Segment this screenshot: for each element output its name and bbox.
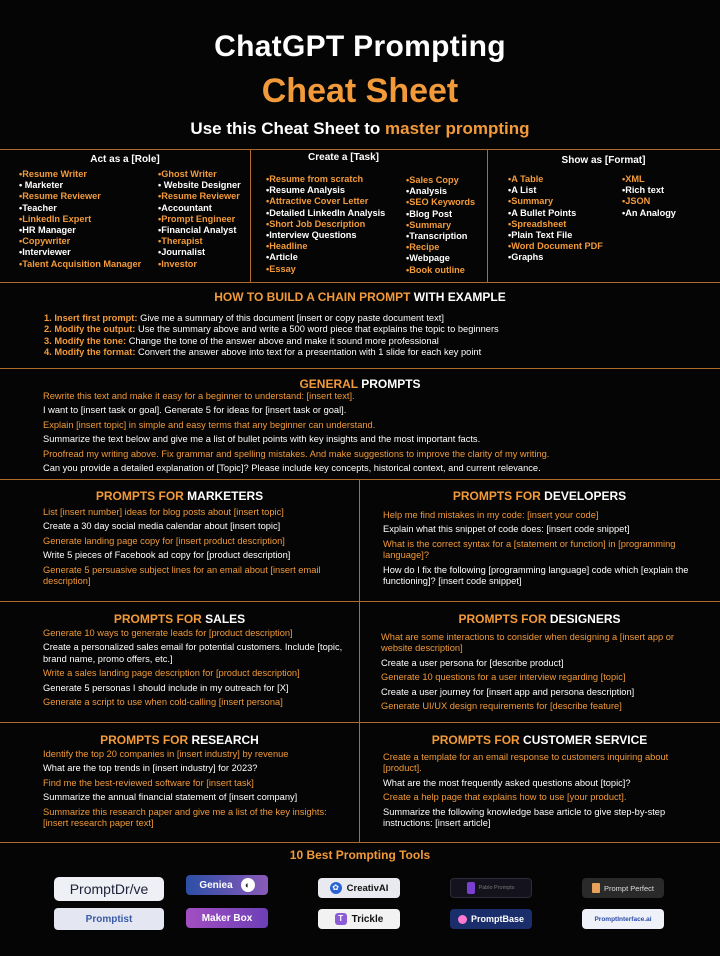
format-title: Show as [Format] bbox=[561, 155, 646, 166]
list-item: •Rich text bbox=[622, 185, 665, 196]
list-item: •Investor bbox=[158, 258, 197, 269]
research-prompts bbox=[43, 749, 343, 832]
developers-title-white: DEVELOPERS bbox=[540, 489, 627, 503]
divider bbox=[0, 601, 720, 602]
list-item: •Analysis bbox=[406, 186, 448, 197]
general-title-white: PROMPTS bbox=[357, 377, 421, 391]
list-item: •A Bullet Points bbox=[508, 207, 577, 218]
list-item: •Resume Analysis bbox=[266, 185, 345, 196]
chain-title-orange: HOW TO BUILD A CHAIN PROMPT bbox=[214, 290, 411, 304]
prompt-line: Generate UI/UX design requirements for [describe feature] bbox=[381, 701, 622, 712]
list-item: •Summary bbox=[508, 196, 554, 207]
prompt-line: Summarize the following knowledge base article to give step-by-step instructions: [insert article] bbox=[383, 806, 666, 829]
developers-title bbox=[359, 489, 720, 503]
geniea-logo-icon: ◐ bbox=[241, 878, 255, 892]
chain-step bbox=[44, 324, 499, 335]
customer-service-title-white: CUSTOMER SERVICE bbox=[519, 733, 648, 747]
list-item: •Journalist bbox=[158, 247, 206, 258]
tool-label: Pablo Prompts bbox=[478, 885, 515, 891]
tool-trickle[interactable] bbox=[318, 909, 400, 929]
prompt-line: What is the correct syntax for a [statement or function] in [programming language]? bbox=[383, 538, 676, 561]
sales-prompts bbox=[43, 628, 343, 711]
prompt-line: Find me the best-reviewed software for [insert task] bbox=[43, 777, 254, 788]
research-title-orange: PROMPTS FOR bbox=[100, 733, 189, 747]
sales-title-white: SALES bbox=[201, 612, 246, 626]
tool-label: PromptDr/ve bbox=[69, 881, 149, 897]
divider bbox=[0, 282, 720, 283]
list-item: •Resume Reviewer bbox=[19, 191, 101, 202]
list-item: •Transcription bbox=[406, 231, 468, 242]
list-item: •Talent Acquisition Manager bbox=[19, 258, 142, 269]
general-title-orange: GENERAL bbox=[299, 377, 358, 391]
divider bbox=[0, 479, 720, 480]
chain-steps bbox=[44, 313, 499, 359]
prompt-line: What are some interactions to consider when designing a [insert app or website description] bbox=[381, 632, 675, 654]
tool-promptdrive[interactable] bbox=[54, 877, 164, 901]
list-item: •Detailed LinkedIn Analysis bbox=[266, 207, 386, 218]
list-item: •Blog Post bbox=[406, 208, 453, 219]
prompt-line: What are the top trends in [insert industry] for 2023? bbox=[43, 763, 258, 774]
research-title bbox=[0, 733, 359, 747]
list-item: •Financial Analyst bbox=[158, 225, 237, 236]
prompt-line: Summarize the text below and give me a list of bullet points with key insights and the most important facts. bbox=[43, 434, 481, 445]
tool-label: Geniea bbox=[199, 879, 233, 891]
chain-step-label: 1. Insert first prompt: bbox=[44, 313, 138, 323]
chain-step-label: 3. Modify the tone: bbox=[44, 335, 127, 346]
list-item: •Accountant bbox=[158, 202, 212, 213]
tool-promptinterface[interactable] bbox=[582, 909, 664, 929]
marketers-title-white: MARKETERS bbox=[183, 489, 264, 503]
prompt-line: Create a user persona for [describe product] bbox=[381, 657, 564, 668]
list-item: •Copywriter bbox=[19, 236, 71, 247]
tool-label: Trickle bbox=[351, 913, 384, 925]
list-item: •Word Document PDF bbox=[508, 241, 603, 252]
divider bbox=[487, 149, 488, 282]
list-item: •Graphs bbox=[508, 252, 544, 263]
marketers-title-orange: PROMPTS FOR bbox=[95, 489, 184, 503]
chain-step-text: Change the tone of the answer above and make it sound more professional bbox=[126, 335, 439, 346]
prompt-line: Rewrite this text and make it easy for a beginner to understand: [insert text]. bbox=[43, 391, 355, 401]
chain-step bbox=[44, 313, 499, 324]
divider bbox=[0, 722, 720, 723]
tool-maker-box[interactable] bbox=[186, 908, 268, 928]
list-item: • Marketer bbox=[19, 180, 64, 191]
prompt-line: What are the most frequently asked questions about [topic]? bbox=[383, 777, 631, 788]
prompt-line: Write 5 pieces of Facebook ad copy for [product description] bbox=[43, 550, 291, 561]
chain-title bbox=[0, 290, 720, 304]
list-item: •Therapist bbox=[158, 236, 203, 247]
prompt-line: Summarize the annual financial statement of [insert company] bbox=[43, 792, 298, 803]
prompt-line: I want to [insert task or goal]. Generate 5 for ideas for [insert task or goal]. bbox=[43, 405, 347, 416]
chain-title-white: WITH EXAMPLE bbox=[410, 290, 506, 304]
divider bbox=[0, 842, 720, 843]
prompt-line: Generate 5 personas I should include in my outreach for [X] bbox=[43, 682, 289, 693]
list-item: •A List bbox=[508, 185, 537, 196]
promptbase-logo-icon bbox=[458, 915, 467, 924]
chain-step-text: Convert the answer above into text for a presentation with 1 slide for each key point bbox=[135, 347, 482, 358]
developers-prompts bbox=[383, 510, 703, 590]
list-item: •An Analogy bbox=[622, 207, 676, 218]
prompt-line: Help me find mistakes in my code: [insert your code] bbox=[383, 510, 599, 520]
prompt-line: List [insert number] ideas for blog posts about [insert topic] bbox=[43, 507, 284, 517]
chain-step bbox=[44, 336, 499, 347]
marketers-prompts bbox=[43, 507, 343, 590]
pablo-logo-icon bbox=[467, 882, 475, 894]
header bbox=[0, 0, 720, 150]
tool-label: CreativAI bbox=[346, 882, 389, 894]
prompt-perfect-logo-icon bbox=[592, 883, 600, 893]
prompt-line: Create a personalized sales email for potential customers. Include [topic, brand name, promo offers, etc.] bbox=[43, 642, 343, 664]
designers-title-orange: PROMPTS FOR bbox=[458, 612, 547, 626]
prompt-line: Create a user journey for [insert app and persona description] bbox=[381, 686, 635, 697]
prompt-line: Proofread my writing above. Fix grammar and spelling mistakes. And make suggestions to improve the clarity of my writing. bbox=[43, 448, 550, 459]
list-item: •Teacher bbox=[19, 202, 57, 213]
prompt-line: Can you provide a detailed explanation of [Topic]? Please include key concepts, historical context, and current relevance. bbox=[43, 463, 541, 474]
list-item: •Resume from scratch bbox=[266, 174, 364, 184]
task-list bbox=[266, 174, 385, 275]
sales-title-orange: PROMPTS FOR bbox=[113, 612, 202, 626]
chain-step-text: Give me a summary of this document [insert or copy paste document text] bbox=[137, 313, 444, 323]
list-item: •Webpage bbox=[406, 253, 450, 264]
list-item: •HR Manager bbox=[19, 225, 76, 236]
list-item: •Sales Copy bbox=[406, 175, 459, 185]
prompt-line: Generate a script to use when cold-calling [insert persona] bbox=[43, 697, 283, 708]
prompt-line: Create a template for an email response to customers inquiring about [product]. bbox=[383, 752, 669, 774]
format-list bbox=[508, 174, 603, 264]
prompt-line: Generate 10 questions for a user interview regarding [topic] bbox=[381, 672, 626, 683]
sales-title bbox=[0, 612, 359, 626]
tool-pablo-prompts[interactable] bbox=[450, 878, 532, 898]
tool-prompt-perfect[interactable] bbox=[582, 878, 664, 898]
page-title-accent: Cheat Sheet bbox=[261, 72, 459, 110]
format-list bbox=[622, 174, 676, 219]
page-subtitle bbox=[0, 119, 720, 139]
designers-title-white: DESIGNERS bbox=[546, 612, 621, 626]
subtitle-white: Use this Cheat Sheet to bbox=[190, 119, 386, 138]
designers-prompts bbox=[381, 632, 701, 715]
list-item: •Book outline bbox=[406, 264, 465, 275]
list-item: •Headline bbox=[266, 241, 308, 252]
task-list bbox=[406, 175, 475, 276]
list-item: •Resume Reviewer bbox=[158, 191, 240, 202]
tool-label: Promptist bbox=[85, 913, 133, 925]
list-item: •Interview Questions bbox=[266, 230, 357, 241]
divider bbox=[0, 368, 720, 369]
customer-service-title bbox=[359, 733, 720, 747]
subtitle-orange: master prompting bbox=[385, 119, 530, 138]
prompt-line: Identify the top 20 companies in [insert industry] by revenue bbox=[43, 749, 289, 759]
list-item: •Ghost Writer bbox=[158, 169, 217, 179]
customer-service-title-orange: PROMPTS FOR bbox=[431, 733, 520, 747]
divider bbox=[250, 149, 251, 282]
tool-label: PromptBase bbox=[470, 914, 524, 924]
divider bbox=[0, 149, 720, 150]
role-list bbox=[19, 169, 141, 270]
page-title: ChatGPT Prompting bbox=[214, 30, 506, 63]
marketers-title bbox=[0, 489, 359, 503]
chain-step bbox=[44, 347, 499, 358]
general-prompts bbox=[43, 391, 693, 477]
prompt-line: Generate landing page copy for [insert product description] bbox=[43, 535, 285, 546]
creativai-logo-icon: ✿ bbox=[330, 882, 342, 894]
list-item: •Spreadsheet bbox=[508, 218, 567, 229]
list-item: •Prompt Engineer bbox=[158, 213, 236, 224]
list-item: •Resume Writer bbox=[19, 169, 87, 179]
list-item: •A Table bbox=[508, 174, 544, 184]
list-item: •JSON bbox=[622, 196, 651, 207]
tool-label: Prompt Perfect bbox=[603, 883, 655, 893]
chain-step-text: Use the summary above and write a 500 word piece that explains the topic to beginners bbox=[135, 324, 499, 335]
prompt-line: Generate 5 persuasive subject lines for an email about [insert email description] bbox=[43, 564, 321, 587]
list-item: •Recipe bbox=[406, 242, 440, 253]
developers-title-orange: PROMPTS FOR bbox=[452, 489, 541, 503]
task-title: Create a [Task] bbox=[308, 152, 379, 163]
list-item: •Essay bbox=[266, 263, 296, 274]
prompt-line: Create a 30 day social media calendar about [insert topic] bbox=[43, 521, 281, 532]
role-list bbox=[158, 169, 241, 270]
chain-step-label: 2. Modify the output: bbox=[44, 324, 136, 335]
list-item: •LinkedIn Expert bbox=[19, 213, 92, 224]
list-item: •Interviewer bbox=[19, 247, 71, 258]
trickle-logo-icon: T bbox=[335, 913, 347, 925]
role-title: Act as a [Role] bbox=[90, 154, 160, 165]
list-item: •Plain Text File bbox=[508, 230, 573, 241]
prompt-line: Explain what this snippet of code does: [insert code snippet] bbox=[383, 524, 630, 535]
tool-label: PromptInterface.ai bbox=[594, 915, 652, 923]
prompt-line: Explain [insert topic] in simple and easy terms that any beginner can understand. bbox=[43, 419, 376, 430]
designers-title bbox=[359, 612, 720, 626]
prompt-line: Write a sales landing page description for [product description] bbox=[43, 668, 300, 679]
list-item: •XML bbox=[622, 174, 645, 184]
prompt-line: Create a help page that explains how to use [your product]. bbox=[383, 792, 627, 803]
list-item: •Attractive Cover Letter bbox=[266, 196, 369, 207]
prompt-line: Generate 10 ways to generate leads for [product description] bbox=[43, 628, 293, 638]
tool-promptbase[interactable] bbox=[450, 909, 532, 929]
list-item: • Website Designer bbox=[158, 180, 241, 191]
list-item: •SEO Keywords bbox=[406, 197, 476, 208]
general-title bbox=[0, 377, 720, 391]
tools-title: 10 Best Prompting Tools bbox=[289, 848, 431, 862]
divider bbox=[359, 479, 360, 842]
tool-geniea[interactable] bbox=[186, 875, 268, 895]
research-title-white: RESEARCH bbox=[188, 733, 259, 747]
chain-step-label: 4. Modify the format: bbox=[44, 347, 136, 358]
list-item: •Summary bbox=[406, 219, 452, 230]
list-item: •Article bbox=[266, 252, 298, 263]
prompt-line: How do I fix the following [programming language] code which [explain the functioning]? [insert code snippet] bbox=[383, 564, 689, 587]
tool-creativai[interactable] bbox=[318, 878, 400, 898]
tool-label: Maker Box bbox=[201, 912, 253, 924]
list-item: •Short Job Description bbox=[266, 218, 366, 229]
prompt-line: Summarize this research paper and give me a list of the key insights: [insert research paper text] bbox=[43, 806, 327, 829]
tool-promptist[interactable] bbox=[54, 908, 164, 930]
customer-service-prompts bbox=[383, 752, 703, 832]
